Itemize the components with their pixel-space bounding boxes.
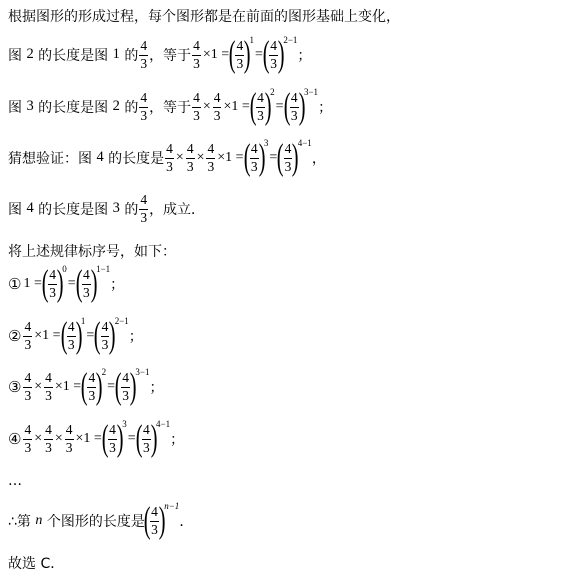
text: 图	[8, 201, 22, 218]
operator: ×1 =	[223, 98, 250, 114]
text: 猜想验证：图	[8, 150, 92, 167]
times: ×	[202, 98, 211, 114]
fraction: $\frac{4}{3}$	[193, 38, 200, 71]
step-conjecture	[8, 139, 326, 176]
figure-number: 4	[26, 200, 34, 216]
label-sequence	[8, 241, 176, 261]
ellipsis	[8, 473, 22, 489]
figure-number: 1	[112, 46, 120, 62]
equals: =	[86, 327, 95, 343]
power: ( $\frac{4}{3}$ ) 2−1	[262, 34, 298, 75]
figure-number: 2	[112, 98, 120, 114]
operator: 1 =	[23, 275, 42, 291]
fraction: $\frac{4}{3}$	[207, 141, 215, 174]
times: ×	[175, 149, 184, 165]
text: 将上述规律标序号，如下：	[8, 244, 176, 260]
punct: ．	[179, 513, 194, 530]
text: 的	[124, 47, 139, 64]
fraction: $\frac{4}{3}$	[166, 141, 173, 174]
fraction: $\frac{4}{3}$	[213, 90, 221, 123]
figure-number: 3	[112, 200, 120, 216]
punct: ；	[149, 379, 164, 396]
text: 个图形的长度是	[46, 513, 145, 530]
fraction: $\frac{4}{3}$	[45, 370, 52, 403]
text: ，成立．	[149, 201, 206, 218]
power: ( $\frac{4}{3}$ ) 4−1	[277, 137, 312, 178]
step-figure-3	[8, 88, 332, 125]
fraction: $\frac{4}{3}$	[186, 141, 194, 174]
fraction: $\frac{4}{3}$	[140, 38, 148, 71]
variable-n: n	[35, 512, 43, 528]
power: ( $\frac{4}{3}$ ) 3−1	[283, 86, 319, 127]
intro-sentence: 根据图形的形成过程，每个图形都是在前面的图形基础上变化，	[8, 9, 400, 25]
punct: ，	[311, 150, 326, 167]
punct: ；	[318, 99, 333, 116]
intro-text	[8, 6, 400, 26]
fraction: $\frac{4}{3}$	[24, 422, 32, 455]
text: ，等于	[149, 47, 192, 64]
conclusion	[8, 502, 193, 539]
fraction: $\frac{4}{3}$	[65, 422, 73, 455]
item-marker: ①	[8, 274, 22, 293]
text: ，等于	[149, 99, 192, 116]
power: ( $\frac{4}{3}$ ) 0	[41, 263, 67, 304]
times: ×	[196, 149, 205, 165]
sequence-item-2	[8, 317, 143, 354]
text: 图	[8, 47, 22, 64]
equals: =	[127, 430, 136, 446]
sequence-item-4	[8, 420, 184, 457]
item-marker: ④	[8, 429, 22, 448]
punct: ；	[170, 431, 185, 448]
equals: =	[67, 275, 76, 291]
power: ( $\frac{4}{3}$ ) 3	[101, 418, 127, 459]
fraction: $\frac{4}{3}$	[193, 90, 200, 123]
item-marker: ②	[8, 326, 22, 345]
text: 的	[124, 99, 139, 116]
power: ( $\frac{4}{3}$ ) 3−1	[114, 366, 150, 407]
operator: ×1 =	[54, 378, 82, 394]
equals: =	[107, 378, 115, 394]
step-verify	[8, 193, 205, 224]
times: ×	[34, 378, 43, 394]
operator: ×1 =	[75, 430, 102, 446]
text: 的长度是	[108, 150, 165, 167]
text: …	[8, 473, 22, 489]
power: ( $\frac{4}{3}$ ) 1	[60, 315, 86, 356]
text: 的长度是图	[38, 201, 109, 218]
punct: ；	[297, 47, 312, 64]
fraction: $\frac{4}{3}$	[45, 422, 52, 455]
fraction: $\frac{4}{3}$	[24, 370, 32, 403]
text: 的长度是图	[38, 99, 109, 116]
power: ( $\frac{4}{3}$ ) 2	[249, 86, 275, 127]
fraction: $\frac{4}{3}$	[140, 90, 148, 123]
punct: ；	[128, 328, 143, 345]
step-figure-2	[8, 36, 311, 73]
power: ( $\frac{4}{3}$ ) 2	[80, 366, 107, 407]
equals: =	[255, 46, 263, 62]
text: 的	[124, 201, 139, 218]
operator: ×1 =	[34, 327, 61, 343]
figure-number: 2	[26, 46, 34, 62]
power: ( $\frac{4}{3}$ ) 1−1	[75, 263, 111, 304]
times: ×	[54, 430, 63, 446]
power: ( $\frac{4}{3}$ ) n−1	[143, 500, 180, 541]
text: ∴第	[8, 513, 31, 530]
power: ( $\frac{4}{3}$ ) 3	[243, 137, 269, 178]
operator: ×1 =	[217, 149, 244, 165]
equals: =	[275, 98, 284, 114]
power: ( $\frac{4}{3}$ ) 2−1	[94, 315, 129, 356]
figure-number: 4	[96, 149, 104, 165]
sequence-item-1	[8, 265, 124, 302]
equals: =	[269, 149, 278, 165]
fraction: $\frac{4}{3}$	[24, 319, 32, 352]
operator: ×1 =	[202, 46, 230, 62]
power: ( $\frac{4}{3}$ ) 4−1	[135, 418, 171, 459]
fraction: $\frac{4}{3}$	[140, 192, 148, 225]
figure-number: 3	[26, 98, 34, 114]
text: 图	[8, 99, 22, 116]
answer	[8, 553, 64, 573]
power: ( $\frac{4}{3}$ ) 1	[228, 34, 255, 75]
item-marker: ③	[8, 377, 22, 396]
times: ×	[34, 430, 43, 446]
sequence-item-3	[8, 368, 163, 405]
text: 的长度是图	[38, 47, 109, 64]
answer-text: 故选 C．	[8, 556, 65, 572]
punct: ；	[110, 276, 125, 293]
